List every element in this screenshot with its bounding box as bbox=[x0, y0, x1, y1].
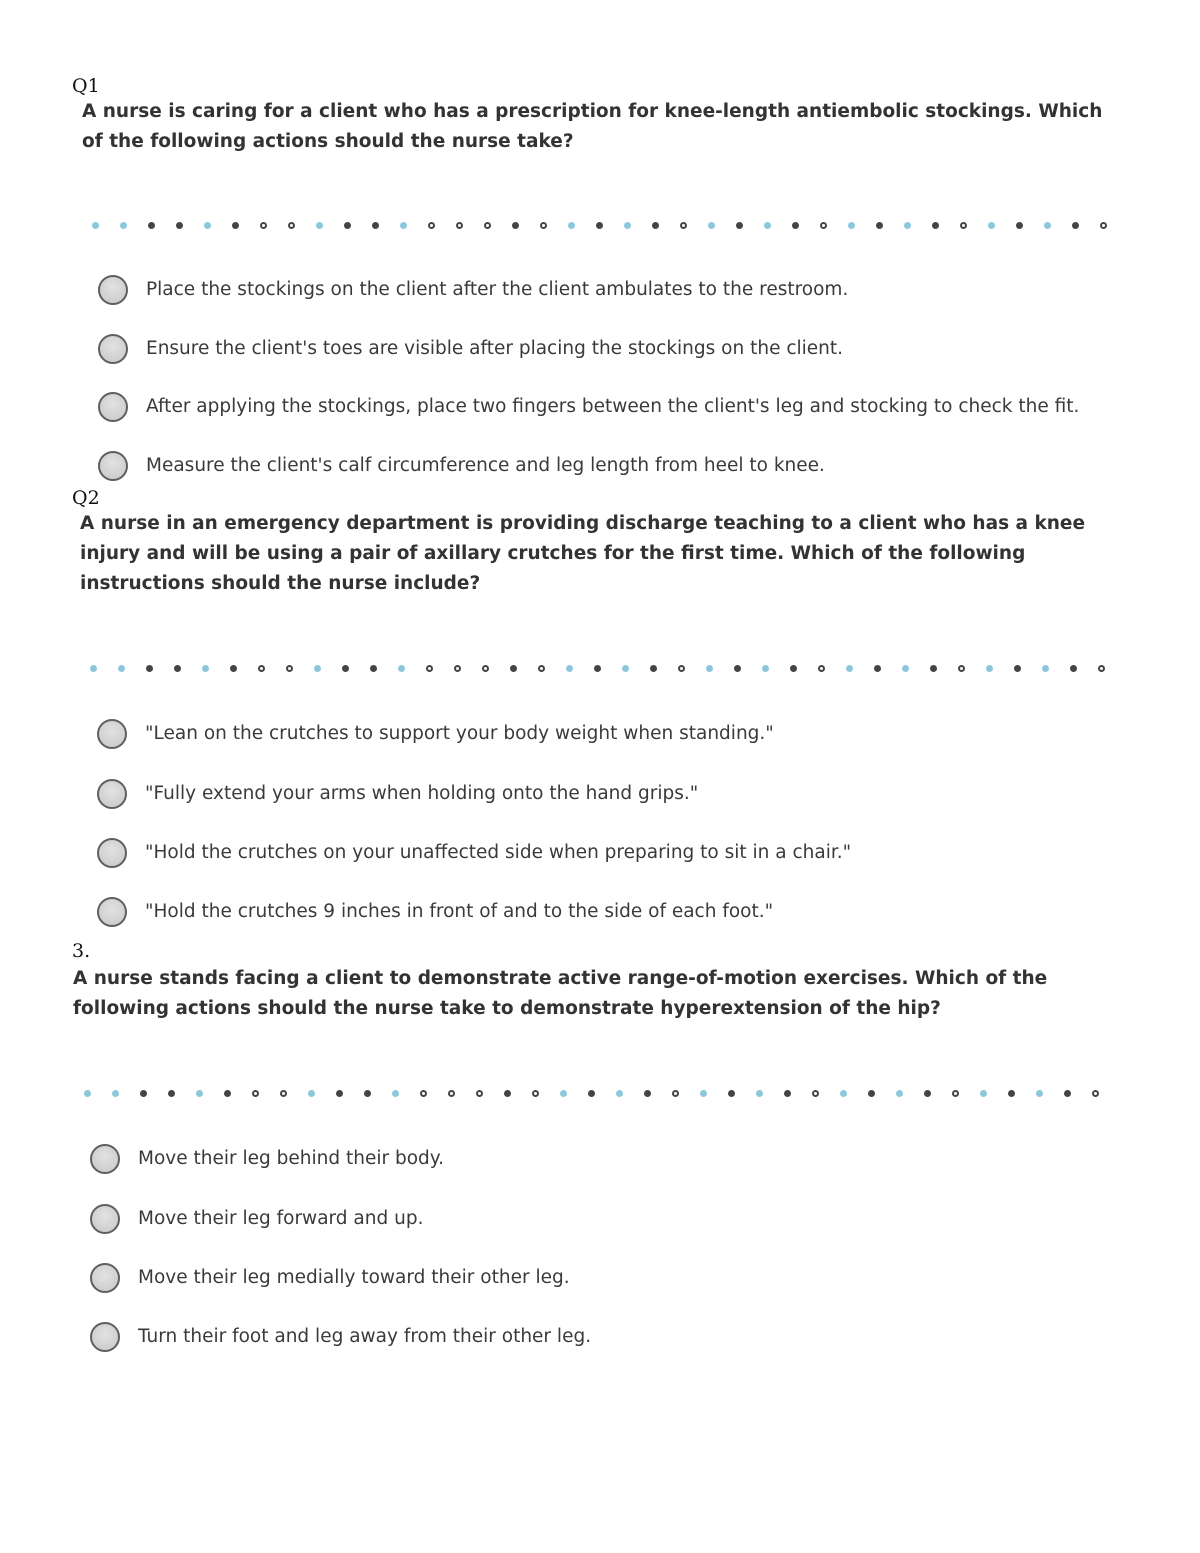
radio-button[interactable] bbox=[97, 779, 127, 809]
question-number: Q1 bbox=[72, 75, 100, 97]
divider-dot bbox=[952, 1090, 959, 1097]
divider-dot bbox=[398, 665, 405, 672]
radio-button[interactable] bbox=[98, 334, 128, 364]
divider-dot bbox=[622, 665, 629, 672]
divider-dot bbox=[204, 222, 211, 229]
divider-dot bbox=[700, 1090, 707, 1097]
divider-dot bbox=[644, 1090, 651, 1097]
divider-dot bbox=[510, 665, 517, 672]
answer-option-label: Place the stockings on the client after the client ambulates to the restroom. bbox=[146, 279, 849, 300]
divider-dot bbox=[764, 222, 771, 229]
radio-button[interactable] bbox=[90, 1144, 120, 1174]
divider-dot bbox=[650, 665, 657, 672]
divider-dot bbox=[1042, 665, 1049, 672]
dotted-divider bbox=[84, 1087, 1114, 1101]
divider-dot bbox=[148, 222, 155, 229]
divider-dot bbox=[734, 665, 741, 672]
answer-option[interactable] bbox=[97, 897, 1137, 931]
divider-dot bbox=[168, 1090, 175, 1097]
divider-dot bbox=[364, 1090, 371, 1097]
dotted-divider bbox=[90, 662, 1120, 676]
divider-dot bbox=[980, 1090, 987, 1097]
answer-option-label: After applying the stockings, place two fingers between the client's leg and stocking to check the fit. bbox=[146, 396, 1080, 417]
answer-option-label: Move their leg medially toward their other leg. bbox=[138, 1267, 570, 1288]
answer-option[interactable] bbox=[90, 1263, 1130, 1297]
divider-dot bbox=[174, 665, 181, 672]
divider-dot bbox=[426, 665, 433, 672]
divider-dot bbox=[456, 222, 463, 229]
answer-option[interactable] bbox=[98, 392, 1138, 426]
radio-button[interactable] bbox=[97, 838, 127, 868]
divider-dot bbox=[372, 222, 379, 229]
divider-dot bbox=[930, 665, 937, 672]
divider-dot bbox=[792, 222, 799, 229]
divider-dot bbox=[112, 1090, 119, 1097]
divider-dot bbox=[230, 665, 237, 672]
divider-dot bbox=[728, 1090, 735, 1097]
divider-dot bbox=[1016, 222, 1023, 229]
divider-dot bbox=[706, 665, 713, 672]
divider-dot bbox=[344, 222, 351, 229]
divider-dot bbox=[232, 222, 239, 229]
divider-dot bbox=[672, 1090, 679, 1097]
divider-dot bbox=[1008, 1090, 1015, 1097]
divider-dot bbox=[454, 665, 461, 672]
divider-dot bbox=[812, 1090, 819, 1097]
divider-dot bbox=[196, 1090, 203, 1097]
answer-option[interactable] bbox=[98, 334, 1138, 368]
divider-dot bbox=[594, 665, 601, 672]
divider-dot bbox=[652, 222, 659, 229]
divider-dot bbox=[428, 222, 435, 229]
radio-button[interactable] bbox=[98, 451, 128, 481]
divider-dot bbox=[1072, 222, 1079, 229]
divider-dot bbox=[902, 665, 909, 672]
divider-dot bbox=[708, 222, 715, 229]
divider-dot bbox=[1070, 665, 1077, 672]
radio-button[interactable] bbox=[90, 1263, 120, 1293]
divider-dot bbox=[400, 222, 407, 229]
divider-dot bbox=[280, 1090, 287, 1097]
divider-dot bbox=[202, 665, 209, 672]
divider-dot bbox=[868, 1090, 875, 1097]
answer-option-label: Measure the client's calf circumference and leg length from heel to knee. bbox=[146, 455, 825, 476]
divider-dot bbox=[1100, 222, 1107, 229]
question-stem: A nurse in an emergency department is providing discharge teaching to a client who has a knee injury and will be using a pair of axillary crutches for the first time. Which of the following instructions should the nurse include? bbox=[80, 513, 1086, 594]
divider-dot bbox=[820, 222, 827, 229]
divider-dot bbox=[1014, 665, 1021, 672]
divider-dot bbox=[1036, 1090, 1043, 1097]
divider-dot bbox=[756, 1090, 763, 1097]
dotted-divider bbox=[92, 219, 1122, 233]
answer-option-label: Move their leg behind their body. bbox=[138, 1148, 444, 1169]
divider-dot bbox=[958, 665, 965, 672]
answer-option[interactable] bbox=[97, 838, 1137, 872]
answer-option[interactable] bbox=[90, 1144, 1130, 1178]
divider-dot bbox=[624, 222, 631, 229]
divider-dot bbox=[560, 1090, 567, 1097]
divider-dot bbox=[876, 222, 883, 229]
divider-dot bbox=[258, 665, 265, 672]
divider-dot bbox=[90, 665, 97, 672]
divider-dot bbox=[420, 1090, 427, 1097]
divider-dot bbox=[392, 1090, 399, 1097]
divider-dot bbox=[336, 1090, 343, 1097]
answer-option[interactable] bbox=[98, 451, 1138, 485]
divider-dot bbox=[932, 222, 939, 229]
divider-dot bbox=[224, 1090, 231, 1097]
answer-option[interactable] bbox=[90, 1204, 1130, 1238]
divider-dot bbox=[146, 665, 153, 672]
divider-dot bbox=[678, 665, 685, 672]
divider-dot bbox=[596, 222, 603, 229]
divider-dot bbox=[286, 665, 293, 672]
answer-option[interactable] bbox=[90, 1322, 1130, 1356]
divider-dot bbox=[120, 222, 127, 229]
divider-dot bbox=[482, 665, 489, 672]
divider-dot bbox=[762, 665, 769, 672]
divider-dot bbox=[512, 222, 519, 229]
divider-dot bbox=[924, 1090, 931, 1097]
answer-option[interactable] bbox=[97, 719, 1137, 753]
divider-dot bbox=[566, 665, 573, 672]
divider-dot bbox=[316, 222, 323, 229]
answer-option-label: "Fully extend your arms when holding onto the hand grips." bbox=[145, 783, 699, 804]
divider-dot bbox=[176, 222, 183, 229]
divider-dot bbox=[118, 665, 125, 672]
radio-button[interactable] bbox=[98, 392, 128, 422]
divider-dot bbox=[790, 665, 797, 672]
divider-dot bbox=[260, 222, 267, 229]
answer-option[interactable] bbox=[98, 275, 1138, 309]
divider-dot bbox=[840, 1090, 847, 1097]
divider-dot bbox=[988, 222, 995, 229]
divider-dot bbox=[84, 1090, 91, 1097]
divider-dot bbox=[680, 222, 687, 229]
radio-button[interactable] bbox=[97, 719, 127, 749]
divider-dot bbox=[960, 222, 967, 229]
divider-dot bbox=[818, 665, 825, 672]
divider-dot bbox=[896, 1090, 903, 1097]
divider-dot bbox=[846, 665, 853, 672]
divider-dot bbox=[848, 222, 855, 229]
answer-option-label: Ensure the client's toes are visible after placing the stockings on the client. bbox=[146, 338, 844, 359]
divider-dot bbox=[736, 222, 743, 229]
divider-dot bbox=[616, 1090, 623, 1097]
divider-dot bbox=[140, 1090, 147, 1097]
question-stem: A nurse is caring for a client who has a prescription for knee-length antiembolic stockings. Which of the following actions should the nurse take? bbox=[82, 101, 1103, 152]
divider-dot bbox=[476, 1090, 483, 1097]
answer-option[interactable] bbox=[97, 779, 1137, 813]
divider-dot bbox=[314, 665, 321, 672]
answer-option-label: "Hold the crutches 9 inches in front of and to the side of each foot." bbox=[145, 901, 774, 922]
divider-dot bbox=[504, 1090, 511, 1097]
radio-button[interactable] bbox=[98, 275, 128, 305]
divider-dot bbox=[532, 1090, 539, 1097]
divider-dot bbox=[342, 665, 349, 672]
divider-dot bbox=[1098, 665, 1105, 672]
radio-button[interactable] bbox=[90, 1322, 120, 1352]
divider-dot bbox=[986, 665, 993, 672]
divider-dot bbox=[568, 222, 575, 229]
divider-dot bbox=[1044, 222, 1051, 229]
answer-option-label: Move their leg forward and up. bbox=[138, 1208, 424, 1229]
divider-dot bbox=[540, 222, 547, 229]
divider-dot bbox=[874, 665, 881, 672]
divider-dot bbox=[308, 1090, 315, 1097]
divider-dot bbox=[538, 665, 545, 672]
question-number: Q2 bbox=[72, 487, 100, 509]
radio-button[interactable] bbox=[97, 897, 127, 927]
answer-option-label: "Lean on the crutches to support your body weight when standing." bbox=[145, 723, 774, 744]
answer-option-label: Turn their foot and leg away from their other leg. bbox=[138, 1326, 592, 1347]
question-stem: A nurse stands facing a client to demonstrate active range-of-motion exercises. Which of the following actions should the nurse take to demonstrate hyperextension of the hip? bbox=[73, 968, 1048, 1019]
divider-dot bbox=[484, 222, 491, 229]
divider-dot bbox=[370, 665, 377, 672]
divider-dot bbox=[1092, 1090, 1099, 1097]
divider-dot bbox=[784, 1090, 791, 1097]
question-number: 3. bbox=[72, 940, 91, 962]
divider-dot bbox=[92, 222, 99, 229]
divider-dot bbox=[904, 222, 911, 229]
divider-dot bbox=[588, 1090, 595, 1097]
divider-dot bbox=[1064, 1090, 1071, 1097]
divider-dot bbox=[288, 222, 295, 229]
answer-option-label: "Hold the crutches on your unaffected side when preparing to sit in a chair." bbox=[145, 842, 852, 863]
radio-button[interactable] bbox=[90, 1204, 120, 1234]
divider-dot bbox=[448, 1090, 455, 1097]
divider-dot bbox=[252, 1090, 259, 1097]
